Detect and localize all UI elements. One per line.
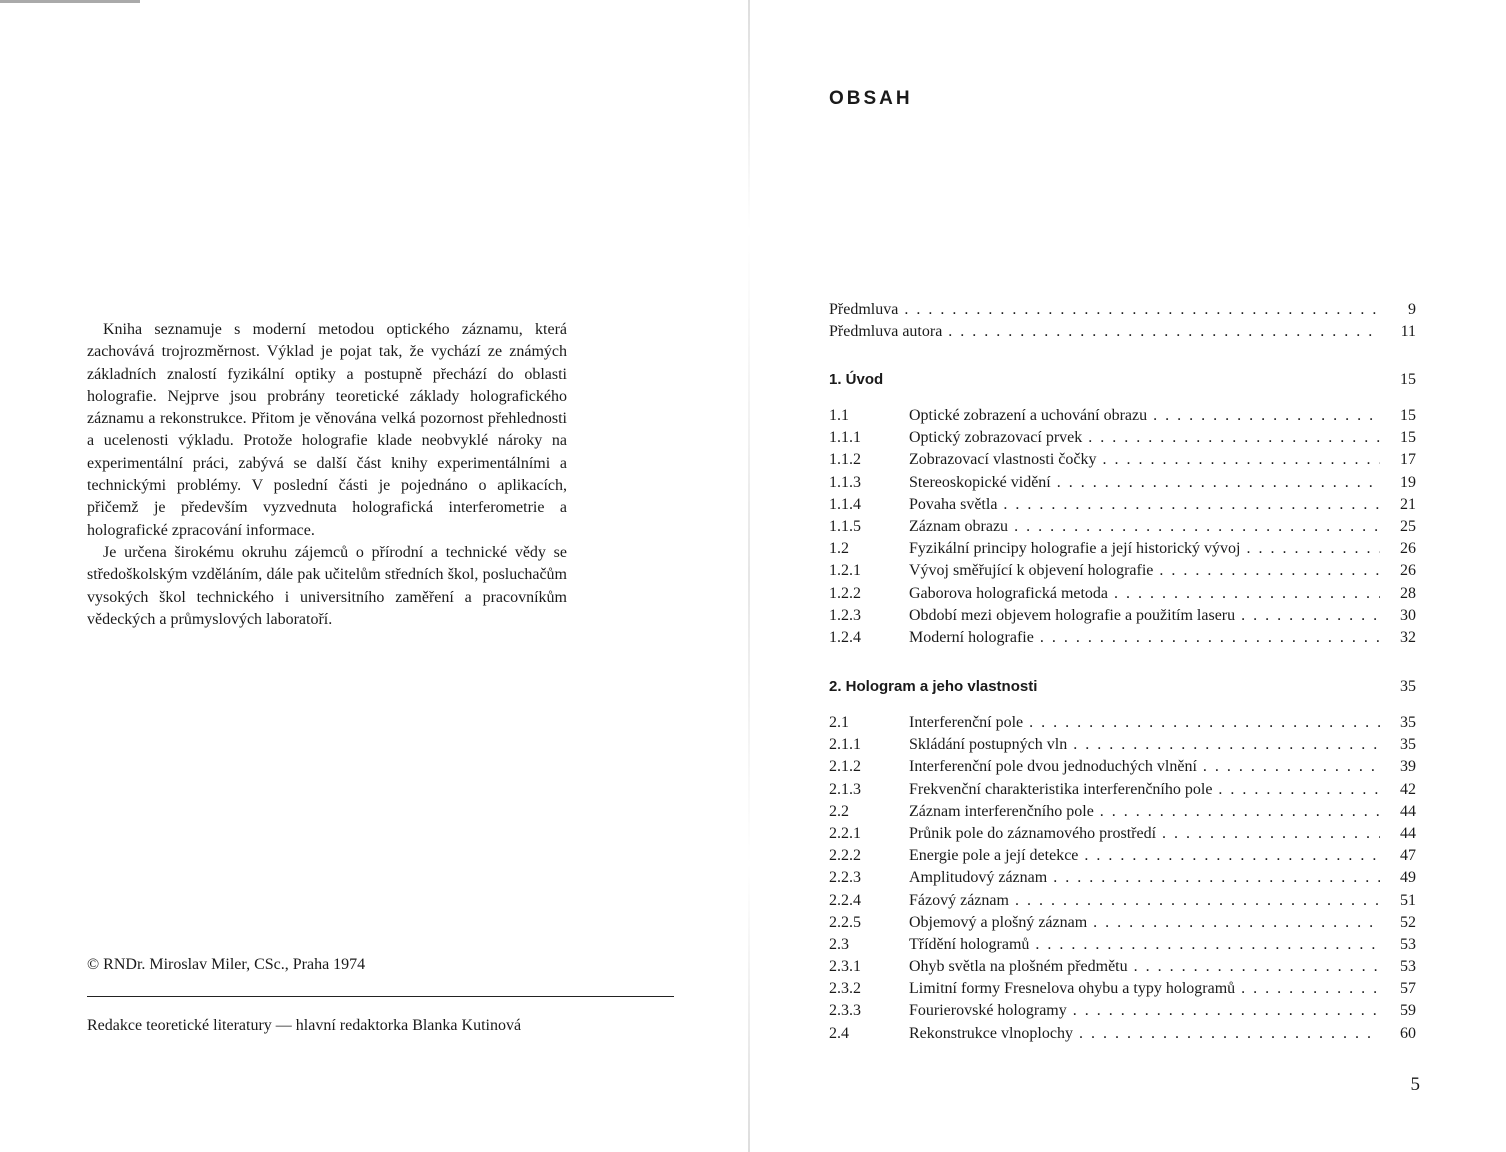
toc-entry-title: Fázový záznam . . . [909,890,1380,912]
toc-heading: OBSAH [829,88,913,109]
toc-entry[interactable] [829,867,1416,889]
toc-entry-page: 15 [1400,429,1416,447]
toc-entry-page: 39 [1400,758,1416,776]
toc-entry-number: 2.2.5 [829,913,861,931]
toc-entry-page: 53 [1400,958,1416,976]
toc-entry-number: 1.1.5 [829,517,861,535]
toc-entry-title: Období mezi objevem holografie a použitím laseru . . . [909,605,1380,627]
left-page [0,0,748,1152]
toc-entry-title: Energie pole a její detekce . . . [909,845,1380,867]
toc-entry[interactable] [829,712,1416,734]
blurb-paragraph-1: Kniha seznamuje s moderní metodou optického záznamu, která zachovává trojrozměrnost. Výklad je pojat tak, že vychází ze známých základních znalostí fyzikální optiky a postupně přechází do oblasti holografie. Nejprve jsou probrány teoretické základy holografického záznamu a rekonstrukce. Přitom je věnována velká pozornost přehlednosti a ucelenosti výkladu. Protože holografie klade neobvyklé nároky na experimentální práci, zabývá se další část knihy experimentálními a technickými problémy. V poslední části je pojednáno o aplikacích, přičemž je především vyzvednuta holografická interferometrie a holografické zpracování informace. [87,321,567,539]
toc-entry-title: Třídění hologramů . . . [909,934,1380,956]
toc-entry-number: 2.2 [829,802,849,820]
toc-entry-page: 9 [1408,301,1416,318]
toc-entry-title: Rekonstrukce vlnoplochy . . . [909,1023,1380,1045]
page-number: 5 [1410,1074,1420,1095]
toc-entry[interactable] [829,823,1416,845]
toc-entry[interactable] [829,934,1416,956]
toc-entry-title: Interferenční pole dvou jednoduchých vlnění . . . [909,756,1380,778]
toc-entry-page: 60 [1400,1024,1416,1042]
right-page [752,0,1506,1152]
toc-entry[interactable] [829,472,1416,494]
toc-entry[interactable] [829,845,1416,867]
toc-entry-page: 42 [1400,780,1416,798]
toc-chapter-2-entries [829,712,1416,1045]
toc-chapter-heading[interactable] [829,369,1416,391]
toc-entry[interactable] [829,427,1416,449]
toc-entry[interactable] [829,890,1416,912]
toc-chapter-2 [829,676,1416,698]
toc-entry-page: 17 [1400,451,1416,469]
toc-entry[interactable] [829,583,1416,605]
toc-entry-number: 2.2.4 [829,891,861,909]
toc-entry-page: 44 [1400,802,1416,820]
toc-chapter-1-entries [829,405,1416,649]
toc-entry-number: 2.3.3 [829,1002,861,1020]
toc-entry-number: 2.3.2 [829,980,861,998]
toc-entry-number: 1.1.4 [829,495,861,513]
toc-entry-title: Amplitudový záznam . . . [909,867,1380,889]
toc-entry-number: 2.3 [829,935,849,953]
toc-entry-page: 19 [1400,473,1416,491]
book-gutter [748,0,750,1152]
toc-entry-page: 11 [1400,323,1416,341]
toc-entry[interactable] [829,321,1416,343]
toc-chapter-title: 1. Úvod [829,371,884,388]
toc-chapter-page: 15 [1400,371,1416,388]
toc-entry-number: 2.4 [829,1024,849,1042]
toc-entry[interactable] [829,1000,1416,1022]
toc-entry-page: 53 [1400,935,1416,953]
toc-entry-page: 35 [1400,736,1416,754]
toc-chapter-page: 35 [1400,678,1416,695]
toc-entry-number: 1.2.2 [829,584,861,602]
toc-entry-number: 1.2.1 [829,562,861,580]
toc-entry-title: Fyzikální principy holografie a její historický vývoj . . . [909,538,1380,560]
toc-entry-title: Záznam interferenčního pole . . . [909,801,1380,823]
book-blurb [87,319,567,631]
toc-entry-page: 25 [1400,517,1416,535]
toc-entry[interactable] [829,756,1416,778]
toc-entry[interactable] [829,299,1416,321]
toc-entry-title: Objemový a plošný záznam . . . [909,912,1380,934]
toc-entry-page: 35 [1400,714,1416,731]
toc-chapter-heading[interactable] [829,676,1416,698]
toc-entry-title: Optický zobrazovací prvek . . . [909,427,1380,449]
toc-entry-page: 21 [1400,495,1416,513]
toc-entry-page: 49 [1400,869,1416,887]
toc-entry-page: 57 [1400,980,1416,998]
toc-entry[interactable] [829,801,1416,823]
toc-entry-title: Povaha světla . . . [909,494,1380,516]
toc-chapter-title: 2. Hologram a jeho vlastnosti [829,678,1038,695]
toc-entry-page: 15 [1400,407,1416,424]
toc-entry-page: 47 [1400,847,1416,865]
toc-entry-number: 1.1.2 [829,451,861,469]
toc-chapter-1 [829,369,1416,391]
toc-entry-number: 2.1.2 [829,758,861,776]
toc-entry-number: 2.2.3 [829,869,861,887]
toc-entry-page: 59 [1400,1002,1416,1020]
toc-entry-page: 32 [1400,628,1416,646]
toc-entry-number: 1.2.4 [829,628,861,646]
toc-entry[interactable] [829,405,1416,427]
toc-entry-number: 2.2.2 [829,847,861,865]
toc-entry-page: 51 [1400,891,1416,909]
toc-entry-number: 2.3.1 [829,958,861,976]
toc-entry-number: 1.2 [829,540,849,558]
toc-entry-title: Zobrazovací vlastnosti čočky . . . [909,449,1380,471]
toc-entry-page: 44 [1400,824,1416,842]
toc-entry-title: Ohyb světla na plošném předmětu . . . [909,956,1380,978]
blurb-paragraph-2: Je určena širokému okruhu zájemců o přírodní a technické vědy se středoškolským vzděláním, dále pak učitelům středních škol, posluchačům vysokých škol technického i universitního zaměření a pracovníkům vědeckých a průmyslových laboratoří. [87,543,567,628]
toc-entry[interactable] [829,1023,1416,1045]
toc-entry[interactable] [829,978,1416,1000]
toc-entry-title: Průnik pole do záznamového prostředí . . . [909,823,1380,845]
toc-entry-page: 28 [1400,584,1416,602]
toc-entry[interactable] [829,449,1416,471]
toc-entry-title: Moderní holografie . . . [909,627,1380,649]
toc-entry-number: 2.2.1 [829,824,861,842]
toc-entry[interactable] [829,560,1416,582]
toc-entry-page: 26 [1400,562,1416,580]
toc-entry-number: 1.1 [829,407,849,424]
toc-entry-page: 26 [1400,540,1416,558]
toc-entry-title: Frekvenční charakteristika interferenčního pole . . . [909,779,1380,801]
toc-entry-number: 2.1.3 [829,780,861,798]
toc-entry-page: 30 [1400,606,1416,624]
toc-entry-number: 1.2.3 [829,606,861,624]
toc-front-matter [829,299,1416,343]
toc-entry[interactable] [829,956,1416,978]
toc-entry-title: Skládání postupných vln . . . [909,734,1380,756]
toc-entry[interactable] [829,734,1416,756]
toc-entry-number: 2.1 [829,714,849,731]
toc-entry-title: Interferenční pole . . . [909,712,1380,734]
toc-entry-title: Vývoj směřující k objevení holografie . . . [909,560,1380,582]
toc-entry[interactable] [829,779,1416,801]
toc-entry-title: Limitní formy Fresnelova ohybu a typy hologramů . . . [909,978,1380,1000]
copyright-notice: © RNDr. Miroslav Miler, CSc., Praha 1974 [87,956,366,973]
toc-entry-title: Předmluva autora . . . [829,321,1380,343]
divider-line [87,996,674,997]
toc-entry-title: Předmluva . . . [829,299,1380,321]
toc-entry[interactable] [829,538,1416,560]
toc-entry-number: 2.1.1 [829,736,861,754]
toc-entry[interactable] [829,516,1416,538]
toc-entry[interactable] [829,494,1416,516]
toc-entry-page: 52 [1400,913,1416,931]
toc-entry[interactable] [829,912,1416,934]
toc-entry-title: Stereoskopické vidění . . . [909,472,1380,494]
toc-entry-title: Gaborova holografická metoda . . . [909,583,1380,605]
toc-entry[interactable] [829,605,1416,627]
toc-entry-title: Optické zobrazení a uchování obrazu . . . [909,405,1380,427]
toc-entry[interactable] [829,627,1416,649]
toc-entry-title: Fourierovské hologramy . . . [909,1000,1380,1022]
editorial-credit: Redakce teoretické literatury — hlavní redaktorka Blanka Kutinová [87,1017,522,1034]
toc-entry-number: 1.1.1 [829,429,861,447]
toc-entry-number: 1.1.3 [829,473,861,491]
toc-entry-title: Záznam obrazu . . . [909,516,1380,538]
